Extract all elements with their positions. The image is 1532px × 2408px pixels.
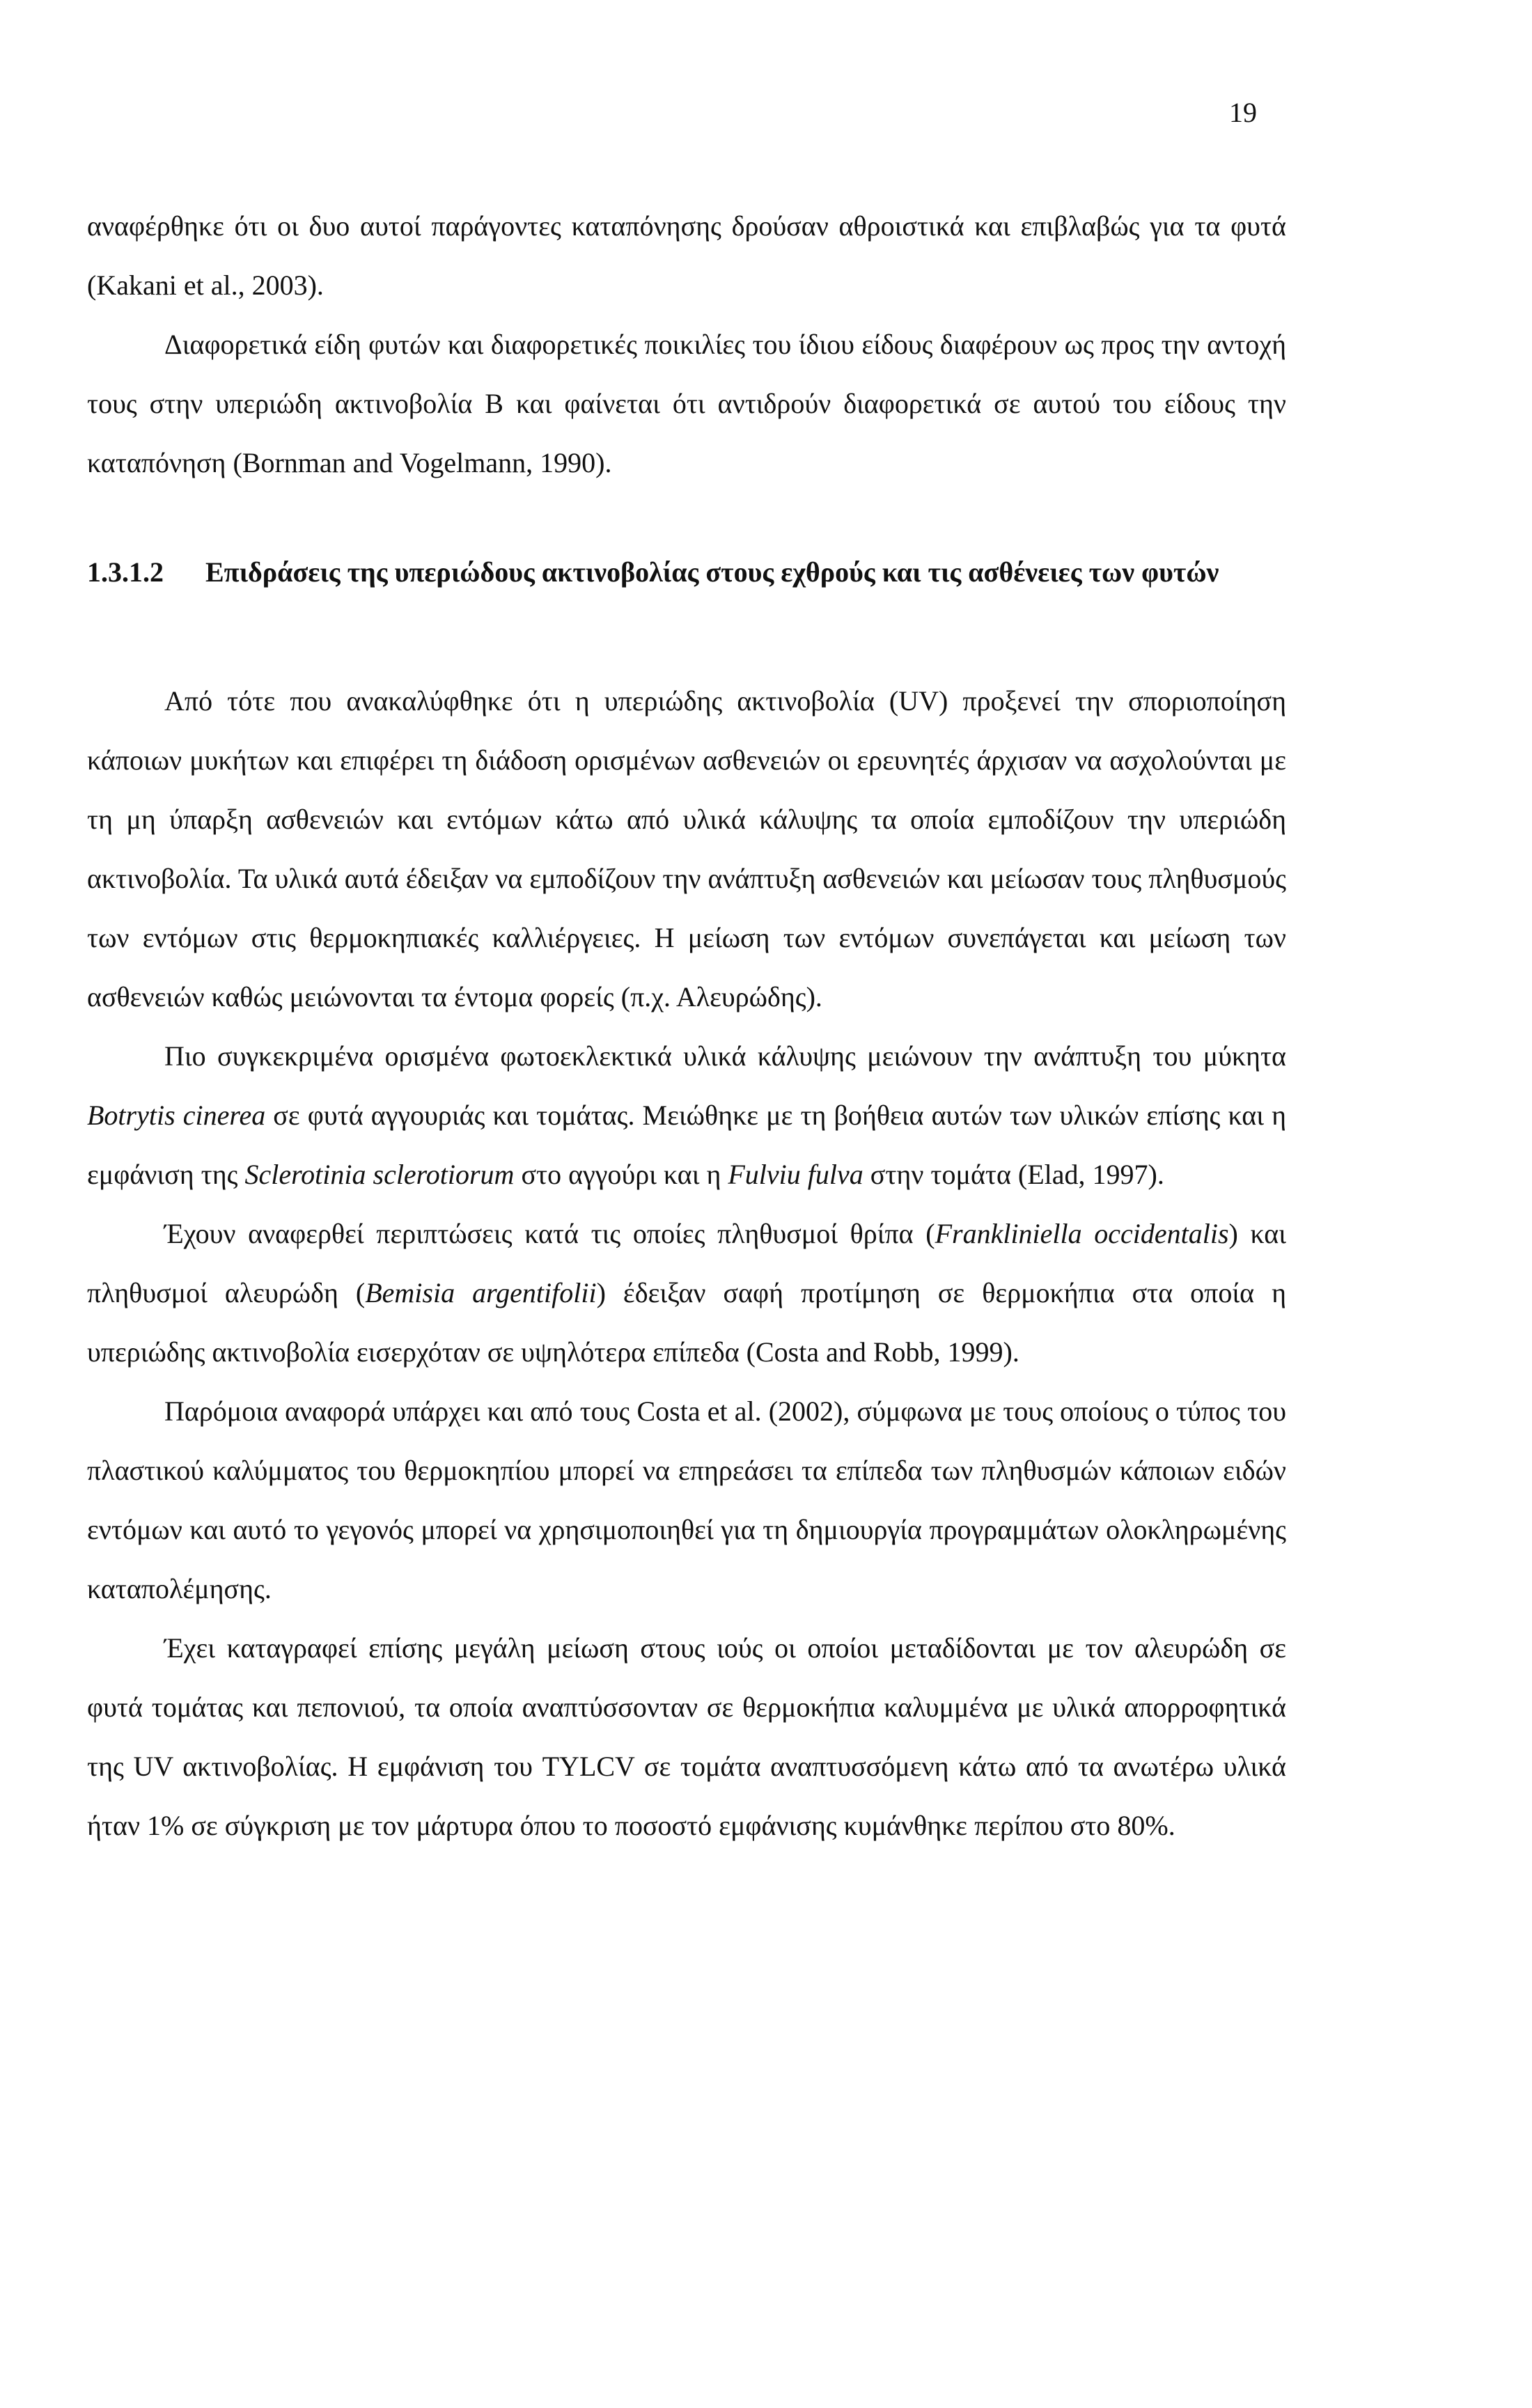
page-number: 19 <box>1229 97 1257 128</box>
paragraph-plant-varieties: Διαφορετικά είδη φυτών και διαφορετικές ποικιλίες του ίδιου είδους διαφέρουν ως προς την αντοχή τους στην υπεριώδη ακτινοβολία B και φαίνεται ότι αντιδρούν διαφορετικά σε αυτού του είδους την καταπόνηση (Bornman and Vogelmann, 1990). <box>87 329 1286 478</box>
species-name: Frankliniella occidentalis <box>935 1218 1229 1249</box>
section-title: Επιδράσεις της υπεριώδους ακτινοβολίας στους εχθρούς και τις ασθένειες των φυτών <box>205 556 1219 588</box>
paragraph-costa-2002: Παρόμοια αναφορά υπάρχει και από τους Costa et al. (2002), σύμφωνα με τους οποίους ο τύπος του πλαστικού καλύμματος του θερμοκηπίου μπορεί να επηρεάσει τα επίπεδα των πληθυσμών κάποιων ειδών εντόμων και αυτό το γεγονός μπορεί να χρησιμοποιηθεί για τη δημιουργία προγραμμάτων ολοκληρωμένης καταπολέμησης. <box>87 1395 1286 1604</box>
species-name: Sclerotinia sclerotiorum <box>244 1159 515 1190</box>
paragraph-uv-diseases: Από τότε που ανακαλύφθηκε ότι η υπεριώδης ακτινοβολία (UV) προξενεί την σποριοποίηση κάποιων μυκήτων και επιφέρει τη διάδοση ορισμένων ασθενειών οι ερευνητές άρχισαν να ασχολούνται με τη μη ύπαρξη ασθενειών και εντόμων κάτω από υλικά κάλυψης τα οποία εμποδίζουν την υπεριώδη ακτινοβολία. Τα υλικά αυτά έδειξαν να εμποδίζουν την ανάπτυξη ασθενειών και μείωσαν τους πληθυσμούς των εντόμων στις θερμοκηπιακές καλλιέργειες. Η μείωση των εντόμων συνεπάγεται και μείωση των ασθενειών καθώς μειώνονται τα έντομα φορείς (π.χ. Αλευρώδης). <box>87 685 1286 1013</box>
species-name: Botrytis cinerea <box>87 1100 266 1131</box>
text-run: ) έδειξαν σαφή προτίμηση σε θερμοκήπια στα οποία η υπεριώδης ακτινοβολία εισερχόταν σε υψηλότερα επίπεδα (Costa and Robb, 1999). <box>87 1277 1286 1368</box>
text-run: Πιο συγκεκριμένα ορισμένα φωτοεκλεκτικά υλικά κάλυψης μειώνουν την ανάπτυξη του μύκητα <box>164 1040 1286 1072</box>
species-name: Fulviu fulva <box>728 1159 863 1190</box>
paragraph-continuation: αναφέρθηκε ότι οι δυο αυτοί παράγοντες καταπόνησης δρούσαν αθροιστικά και επιβλαβώς για τα φυτά (Kakani et al., 2003). <box>87 210 1286 301</box>
document-body <box>87 196 1286 1855</box>
section-heading <box>87 492 1286 593</box>
paragraph-thrips-whitefly <box>87 1204 1286 1382</box>
section-number: 1.3.1.2 <box>87 556 164 588</box>
text-run: ) και πληθυσμοί αλευρώδη ( <box>87 1218 1287 1308</box>
text-run: Έχουν αναφερθεί περιπτώσεις κατά τις οποίες πληθυσμοί θρίπα ( <box>164 1218 935 1249</box>
species-name: Bemisia argentifolii <box>365 1277 597 1308</box>
text-run: σε φυτά αγγουριάς και τομάτας. Μειώθηκε με τη βοήθεια αυτών των υλικών επίσης και η εμφάνιση της <box>87 1100 1286 1190</box>
paragraph-photoselective-materials <box>87 1026 1286 1204</box>
paragraph-tylcv: Έχει καταγραφεί επίσης μεγάλη μείωση στους ιούς οι οποίοι μεταδίδονται με τον αλευρώδη σε φυτά τομάτας και πεπονιού, τα οποία αναπτύσσονταν σε θερμοκήπια καλυμμένα με υλικά απορροφητικά της UV ακτινοβολίας. Η εμφάνιση του TYLCV σε τομάτα αναπτυσσόμενη κάτω από τα ανωτέρω υλικά ήταν 1% σε σύγκριση με τον μάρτυρα όπου το ποσοστό εμφάνισης κυμάνθηκε περίπου στο 80%. <box>87 1632 1286 1841</box>
text-run: στην τομάτα (Elad, 1997). <box>863 1159 1164 1190</box>
text-run: στο αγγούρι και η <box>514 1159 728 1190</box>
